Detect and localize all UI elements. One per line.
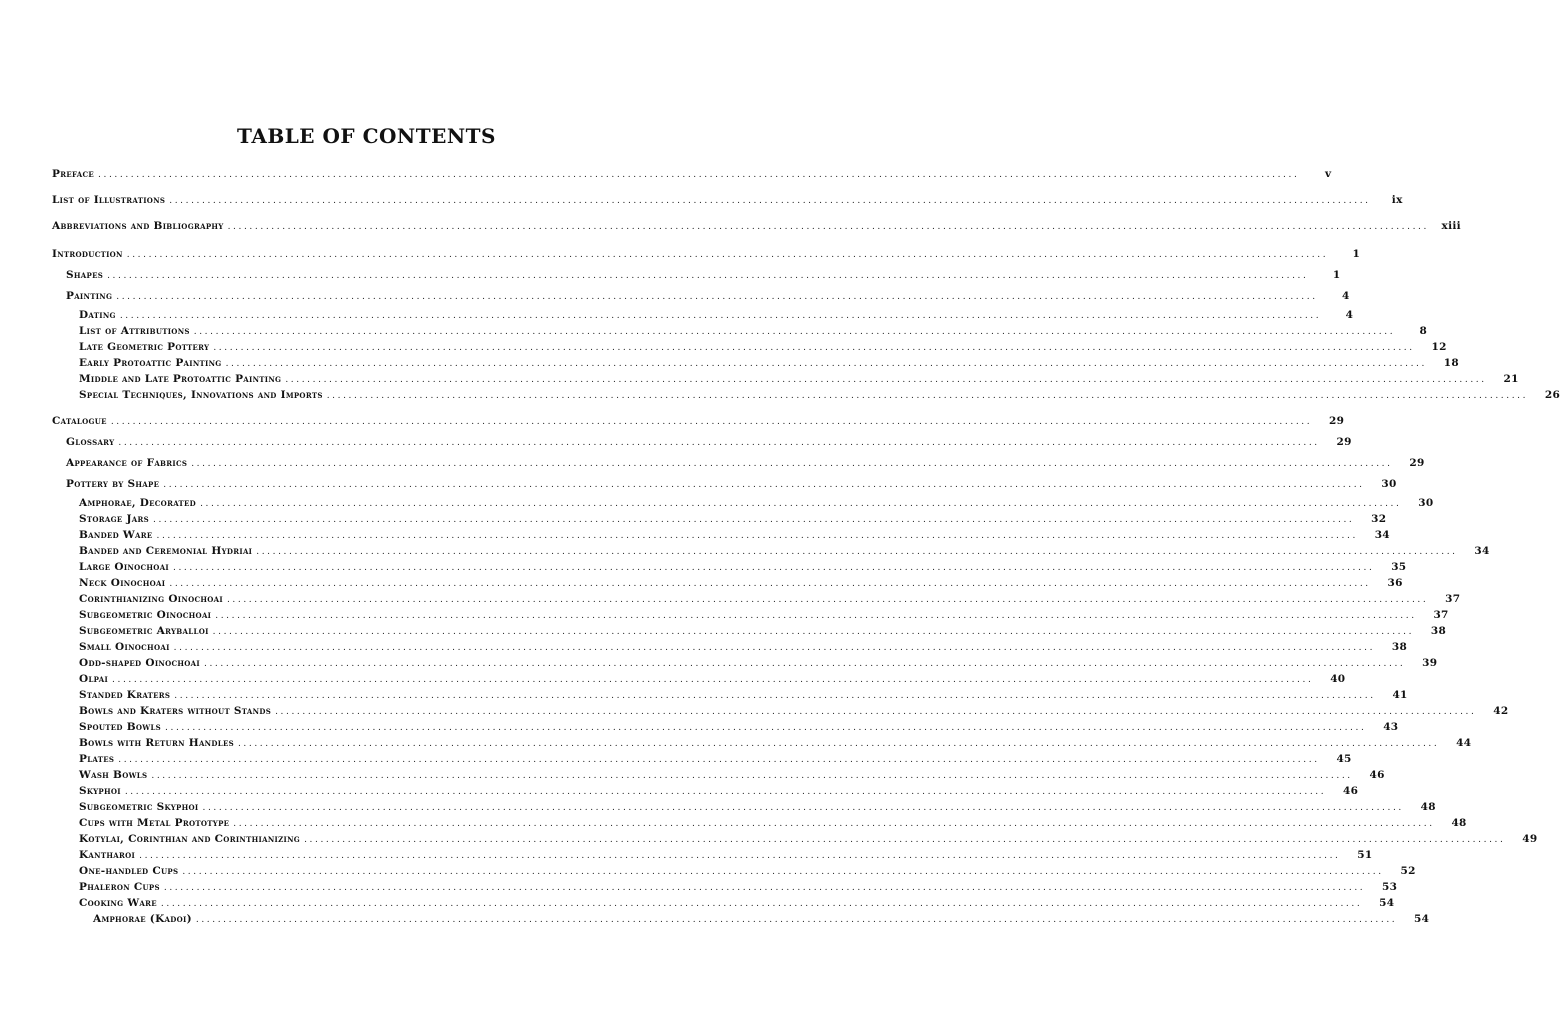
- toc-entry[interactable]: [52, 341, 1447, 353]
- dot-leader: ............................................................................................................................................................................................................................: [173, 643, 1376, 653]
- toc-entry-page-number: v: [1325, 168, 1332, 180]
- toc-entry-label: Subgeometric Aryballoi: [79, 625, 209, 637]
- toc-entry-page-number: 18: [1443, 357, 1459, 369]
- toc-entry[interactable]: [52, 801, 1436, 813]
- dot-leader: ............................................................................................................................................................................................................................: [98, 170, 1300, 180]
- toc-entry-label: Skyphoi: [79, 785, 121, 797]
- toc-entry[interactable]: [52, 785, 1359, 797]
- dot-leader: ............................................................................................................................................................................................................................: [227, 222, 1429, 232]
- toc-entry-label: Appearance of Fabrics: [66, 457, 188, 469]
- toc-entry[interactable]: [52, 436, 1352, 448]
- toc-entry-label: Plates: [79, 753, 115, 765]
- toc-entry-page-number: 34: [1374, 529, 1390, 541]
- toc-entry-label: Amphorae (Kadoi): [93, 913, 192, 925]
- toc-entry[interactable]: [52, 609, 1449, 621]
- toc-entry[interactable]: [52, 325, 1428, 337]
- dot-leader: ............................................................................................................................................................................................................................: [173, 563, 1375, 573]
- toc-entry-page-number: xiii: [1441, 220, 1461, 232]
- toc-entry[interactable]: [52, 248, 1361, 260]
- toc-entry-page-number: 46: [1369, 769, 1385, 781]
- dot-leader: ............................................................................................................................................................................................................................: [151, 771, 1353, 781]
- dot-leader: ............................................................................................................................................................................................................................: [213, 343, 1415, 353]
- dot-leader: ............................................................................................................................................................................................................................: [237, 739, 1440, 749]
- toc-entry-label: Kotylai, Corinthian and Corinthianizing: [79, 833, 301, 845]
- dot-leader: ............................................................................................................................................................................................................................: [165, 723, 1367, 733]
- toc-entry[interactable]: [52, 529, 1390, 541]
- toc-entry-label: Dating: [79, 309, 116, 321]
- toc-entry-page-number: 21: [1503, 373, 1519, 385]
- toc-entry-page-number: 29: [1328, 415, 1345, 427]
- toc-entry[interactable]: [52, 478, 1397, 490]
- toc-entry-label: Bowls with Return Handles: [79, 737, 234, 749]
- dot-leader: ............................................................................................................................................................................................................................: [112, 675, 1314, 685]
- dot-leader: ............................................................................................................................................................................................................................: [233, 819, 1435, 829]
- toc-entry-page-number: 30: [1381, 478, 1397, 490]
- dot-leader: ............................................................................................................................................................................................................................: [169, 579, 1371, 589]
- toc-entry-label: Middle and Late Protoattic Painting: [79, 373, 282, 385]
- toc-entry-label: Shapes: [66, 269, 104, 281]
- toc-entry-label: Kantharoi: [79, 849, 136, 861]
- toc-entry-page-number: 1: [1352, 248, 1361, 260]
- toc-entry-page-number: 32: [1371, 513, 1387, 525]
- toc-entry-label: One-handled Cups: [79, 865, 179, 877]
- toc-entry-page-number: 42: [1493, 705, 1509, 717]
- dot-leader: ............................................................................................................................................................................................................................: [215, 611, 1417, 621]
- dot-leader: ............................................................................................................................................................................................................................: [200, 499, 1402, 509]
- toc-entry-label: Olpai: [79, 673, 109, 685]
- toc-entry[interactable]: [52, 309, 1354, 321]
- dot-leader: ............................................................................................................................................................................................................................: [212, 627, 1415, 637]
- toc-entry[interactable]: [52, 357, 1459, 369]
- toc-entry-page-number: 36: [1387, 577, 1403, 589]
- dot-leader: ............................................................................................................................................................................................................................: [163, 883, 1366, 893]
- toc-entry-label: List of Attributions: [79, 325, 190, 337]
- toc-entry-label: Painting: [66, 290, 113, 302]
- toc-entry[interactable]: [52, 220, 1461, 232]
- toc-entry-page-number: 40: [1330, 673, 1346, 685]
- toc-entry-label: Small Oinochoai: [79, 641, 170, 653]
- toc-entry[interactable]: [52, 457, 1425, 469]
- toc-entry[interactable]: [52, 269, 1341, 281]
- toc-entry-label: Catalogue: [52, 415, 107, 427]
- toc-entry[interactable]: [52, 833, 1538, 845]
- toc-entry[interactable]: [52, 593, 1461, 605]
- toc-entry-label: Early Protoattic Painting: [79, 357, 222, 369]
- page-title: TABLE OF CONTENTS: [237, 124, 496, 148]
- dot-leader: ............................................................................................................................................................................................................................: [285, 375, 1487, 385]
- toc-entry[interactable]: [52, 897, 1395, 909]
- dot-leader: ............................................................................................................................................................................................................................: [110, 417, 1313, 427]
- toc-entry[interactable]: [52, 545, 1490, 557]
- toc-entry[interactable]: [52, 817, 1467, 829]
- dot-leader: ............................................................................................................................................................................................................................: [118, 755, 1320, 765]
- toc-entry-page-number: 30: [1418, 497, 1434, 509]
- toc-entry-label: Glossary: [66, 436, 115, 448]
- toc-entry-label: Special Techniques, Innovations and Imports: [79, 389, 323, 401]
- toc-entry-page-number: 37: [1445, 593, 1461, 605]
- dot-leader: ............................................................................................................................................................................................................................: [256, 547, 1458, 557]
- dot-leader: ............................................................................................................................................................................................................................: [160, 899, 1363, 909]
- toc-entry-label: Subgeometric Skyphoi: [79, 801, 199, 813]
- toc-entry-page-number: 29: [1336, 436, 1352, 448]
- toc-entry[interactable]: [52, 913, 1430, 925]
- toc-entry-page-number: 4: [1345, 309, 1354, 321]
- dot-leader: ............................................................................................................................................................................................................................: [195, 915, 1398, 925]
- toc-entry-page-number: 45: [1336, 753, 1352, 765]
- dot-leader: ............................................................................................................................................................................................................................: [119, 311, 1322, 321]
- toc-entry[interactable]: [52, 657, 1438, 669]
- toc-entry-page-number: 1: [1332, 269, 1341, 281]
- toc-entry[interactable]: [52, 290, 1350, 302]
- dot-leader: ............................................................................................................................................................................................................................: [107, 271, 1309, 281]
- dot-leader: ............................................................................................................................................................................................................................: [275, 707, 1477, 717]
- toc-entry-label: Banded Ware: [79, 529, 153, 541]
- dot-leader: ............................................................................................................................................................................................................................: [193, 327, 1396, 337]
- toc-entry-label: Phaleron Cups: [79, 881, 160, 893]
- toc-entry-page-number: 48: [1451, 817, 1467, 829]
- toc-entry-page-number: 41: [1392, 689, 1408, 701]
- dot-leader: ............................................................................................................................................................................................................................: [225, 359, 1427, 369]
- dot-leader: ............................................................................................................................................................................................................................: [203, 659, 1406, 669]
- toc-entry-label: Abbreviations and Bibliography: [52, 220, 224, 232]
- dot-leader: ............................................................................................................................................................................................................................: [202, 803, 1404, 813]
- toc-entry[interactable]: [52, 561, 1407, 573]
- toc-entry-label: Spouted Bowls: [79, 721, 162, 733]
- toc-entry[interactable]: [52, 625, 1447, 637]
- toc-entry[interactable]: [52, 415, 1345, 427]
- dot-leader: ............................................................................................................................................................................................................................: [304, 835, 1506, 845]
- toc-entry-page-number: 8: [1419, 325, 1428, 337]
- dot-leader: ............................................................................................................................................................................................................................: [163, 480, 1365, 490]
- toc-entry[interactable]: [52, 721, 1399, 733]
- toc-entry-page-number: 43: [1383, 721, 1399, 733]
- toc-entry-label: Amphorae, Decorated: [79, 497, 197, 509]
- dot-leader: ............................................................................................................................................................................................................................: [182, 867, 1384, 877]
- toc-entry-label: Odd-shaped Oinochoai: [79, 657, 200, 669]
- dot-leader: ............................................................................................................................................................................................................................: [152, 515, 1355, 525]
- dot-leader: ............................................................................................................................................................................................................................: [116, 292, 1318, 302]
- toc-entry[interactable]: [52, 769, 1385, 781]
- dot-leader: ............................................................................................................................................................................................................................: [169, 196, 1371, 206]
- dot-leader: ............................................................................................................................................................................................................................: [139, 851, 1341, 861]
- toc-entry-page-number: 38: [1430, 625, 1447, 637]
- toc-entry[interactable]: [52, 881, 1398, 893]
- toc-entry-page-number: 51: [1357, 849, 1373, 861]
- toc-entry[interactable]: [52, 737, 1472, 749]
- toc-entry-label: List of Illustrations: [52, 194, 166, 206]
- toc-entry-label: Subgeometric Oinochoai: [79, 609, 212, 621]
- toc-entry[interactable]: [52, 168, 1332, 180]
- toc-entry-label: Banded and Ceremonial Hydriai: [79, 545, 253, 557]
- toc-entry-page-number: 46: [1343, 785, 1359, 797]
- toc-entry[interactable]: [52, 641, 1408, 653]
- toc-entry-page-number: 44: [1456, 737, 1472, 749]
- toc-entry-page-number: 49: [1522, 833, 1538, 845]
- toc-entry-label: Cooking Ware: [79, 897, 157, 909]
- toc-entry[interactable]: [52, 373, 1519, 385]
- toc-entry-page-number: 38: [1391, 641, 1408, 653]
- toc-entry[interactable]: [52, 194, 1403, 206]
- toc-entry-label: Standed Kraters: [79, 689, 171, 701]
- toc-entry[interactable]: [52, 705, 1509, 717]
- toc-entry[interactable]: [52, 865, 1416, 877]
- toc-entry-page-number: 54: [1414, 913, 1430, 925]
- toc-entry-label: Wash Bowls: [79, 769, 148, 781]
- toc-entry[interactable]: [52, 673, 1346, 685]
- toc-entry-label: Corinthianizing Oinochoai: [79, 593, 223, 605]
- dot-leader: ............................................................................................................................................................................................................................: [174, 691, 1376, 701]
- toc-entry[interactable]: [52, 849, 1373, 861]
- dot-leader: ............................................................................................................................................................................................................................: [124, 787, 1327, 797]
- toc-entry-label: Introduction: [52, 248, 123, 260]
- toc-entry-page-number: 54: [1379, 897, 1395, 909]
- toc-entry-page-number: 34: [1474, 545, 1490, 557]
- toc-entry-page-number: 39: [1422, 657, 1438, 669]
- dot-leader: ............................................................................................................................................................................................................................: [156, 531, 1358, 541]
- toc-entry-label: Cups with Metal Prototype: [79, 817, 230, 829]
- toc-entry-label: Preface: [52, 168, 95, 180]
- toc-entry-page-number: 53: [1382, 881, 1398, 893]
- toc-entry[interactable]: [52, 689, 1408, 701]
- toc-entry-page-number: 29: [1409, 457, 1425, 469]
- toc-entry[interactable]: [52, 389, 1560, 401]
- dot-leader: ............................................................................................................................................................................................................................: [226, 595, 1429, 605]
- dot-leader: ............................................................................................................................................................................................................................: [191, 459, 1393, 469]
- toc-entry[interactable]: [52, 513, 1387, 525]
- toc-entry-label: Bowls and Kraters without Stands: [79, 705, 272, 717]
- toc-entry[interactable]: [52, 497, 1434, 509]
- toc-entry-page-number: 37: [1433, 609, 1449, 621]
- toc-entry-label: Storage Jars: [79, 513, 149, 525]
- toc-entry-label: Neck Oinochoai: [79, 577, 166, 589]
- dot-leader: ............................................................................................................................................................................................................................: [118, 438, 1320, 448]
- toc-entry-page-number: 35: [1391, 561, 1407, 573]
- toc-entry-page-number: 12: [1431, 341, 1447, 353]
- toc-entry-label: Late Geometric Pottery: [79, 341, 210, 353]
- toc-entry-page-number: 48: [1420, 801, 1436, 813]
- toc-entry-page-number: 4: [1342, 290, 1350, 302]
- dot-leader: ............................................................................................................................................................................................................................: [126, 250, 1329, 260]
- toc-entry[interactable]: [52, 577, 1403, 589]
- toc-entry-page-number: ix: [1391, 194, 1403, 206]
- toc-entry-label: Pottery by Shape: [66, 478, 160, 490]
- toc-entry-label: Large Oinochoai: [79, 561, 170, 573]
- dot-leader: ............................................................................................................................................................................................................................: [326, 391, 1529, 401]
- toc-entry-page-number: 26: [1544, 389, 1560, 401]
- toc-entry-page-number: 52: [1400, 865, 1416, 877]
- toc-entry[interactable]: [52, 753, 1352, 765]
